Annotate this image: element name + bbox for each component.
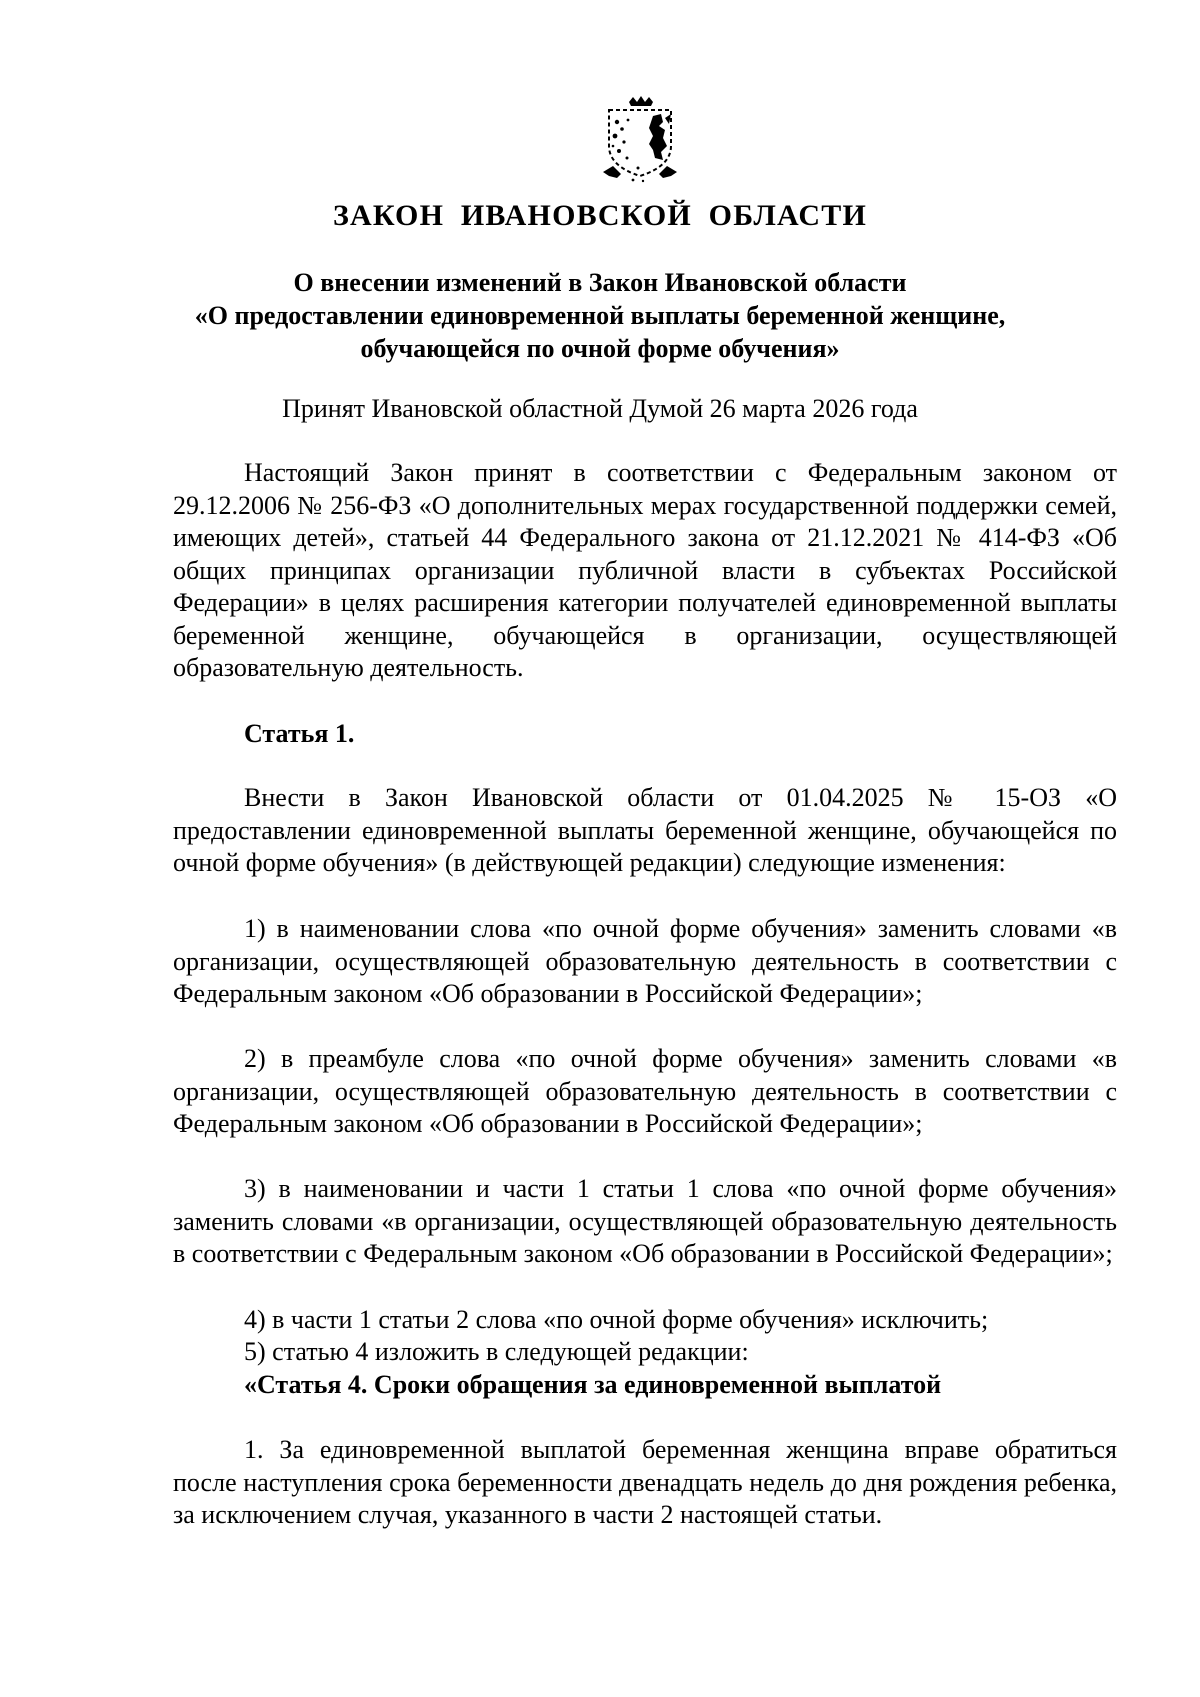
amendment-item: 1) в наименовании слова «по очной форме обучения» заменить словами «в организации, осуществляющей образовательную деятельность в соответствии с Федеральным законом «Об образовании в Российской Федерации»; [173, 914, 1117, 1008]
law-subtitle [150, 266, 1050, 365]
article-intro-paragraph: Внести в Закон Ивановской области от 01.04.2025 № 15-ОЗ «О предоставлении единовременной выплаты беременной женщине, обучающейся по очной форме обучения» (в действующей редакции) следующие изменения: [173, 783, 1117, 877]
new-article-part-paragraph: 1. За единовременной выплатой беременная женщина вправе обратиться после наступления срока беременности двенадцать недель до дня рождения ребенка, за исключением случая, указанного в части 2 настоящей статьи. [173, 1435, 1117, 1529]
preamble-paragraph: Настоящий Закон принят в соответствии с Федеральным законом от 29.12.2006 № 256-ФЗ «О дополнительных мерах государственной поддержки семей, имеющих детей», статьей 44 Федерального закона от 21.12.2021 № 414-ФЗ «Об общих принципах организации публичной власти в субъектах Российской Федерации» в целях расширения категории получателей единовременной выплаты беременной женщине, обучающейся в организации, осуществляющей образовательную деятельность. [173, 458, 1117, 682]
amendment-item: 4) в части 1 статьи 2 слова «по очной форме обучения» исключить; [244, 1305, 989, 1334]
amendment-item: 5) статью 4 изложить в следующей редакции: [244, 1337, 749, 1366]
amendment-item: 2) в преамбуле слова «по очной форме обучения» заменить словами «в организации, осуществляющей образовательную деятельность в соответствии с Федеральным законом «Об образовании в Российской Федерации»; [173, 1044, 1117, 1138]
law-subtitle-line: «О предоставлении единовременной выплаты беременной женщине, [194, 301, 1006, 330]
new-article-heading: «Статья 4. Сроки обращения за единовременной выплатой [244, 1370, 942, 1399]
adoption-statement: Принят Ивановской областной Думой 26 марта 2026 года [282, 394, 918, 423]
article-heading: Статья 1. [244, 719, 355, 748]
law-subtitle-line: О внесении изменений в Закон Ивановской области [293, 268, 907, 297]
coat-of-arms-emblem-icon [591, 96, 689, 184]
amendment-item: 3) в наименовании и части 1 статьи 1 слова «по очной форме обучения» заменить словами «в организации, осуществляющей образовательную деятельность в соответствии с Федеральным законом «Об образовании в Российской Федерации»; [173, 1174, 1117, 1268]
law-title: ЗАКОН ИВАНОВСКОЙ ОБЛАСТИ [332, 199, 868, 232]
law-subtitle-line: обучающейся по очной форме обучения» [360, 334, 840, 363]
